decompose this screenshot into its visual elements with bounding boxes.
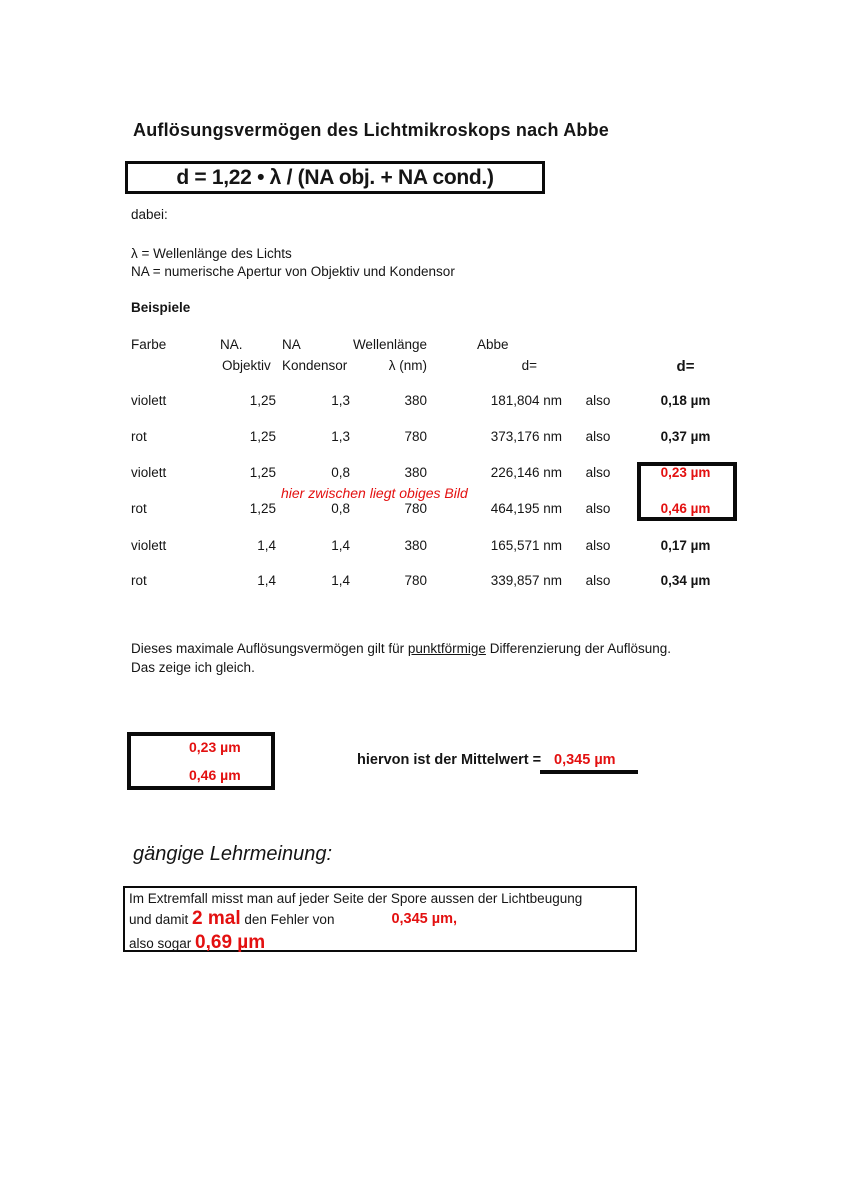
table-row (131, 573, 737, 588)
underlined-word: punktförmige (407, 641, 486, 656)
header-wellenlaenge: Wellenlänge (352, 337, 427, 352)
cell-farbe: violett (131, 465, 167, 480)
cell-d-result-highlighted: 0,23 µm (660, 465, 711, 480)
table-row (131, 393, 737, 408)
emph-0345: 0,345 µm, (391, 911, 458, 927)
cell-also: also (585, 573, 611, 588)
cell-wellenlaenge: 780 (404, 573, 427, 588)
formula-text: d = 1,22 • λ / (NA obj. + NA cond.) (176, 165, 494, 189)
cell-also: also (585, 538, 611, 553)
cell-na-obj: 1,25 (249, 501, 276, 516)
header-d-eq: d= (521, 358, 537, 373)
value-bottom: 0,46 µm (189, 767, 241, 783)
extremfall-line1: Im Extremfall misst man auf jeder Seite der Spore aussen der Lichtbeugung (129, 891, 583, 906)
cell-d-result: 0,37 µm (660, 429, 711, 444)
mittelwert-value: 0,345 µm (554, 752, 616, 768)
header-objektiv: Objektiv (222, 358, 271, 373)
cell-also: also (585, 393, 611, 408)
cell-na-cond: 0,8 (331, 465, 350, 480)
table-row (131, 429, 737, 444)
mittelwert-underline (540, 770, 638, 774)
definition-lambda: λ = Wellenlänge des Lichts (131, 246, 292, 261)
table-row (131, 538, 737, 553)
table-header-row-1 (131, 337, 737, 352)
cell-farbe: rot (131, 429, 147, 444)
cell-also: also (585, 465, 611, 480)
definition-na: NA = numerische Apertur von Objektiv und Kondensor (131, 264, 455, 279)
formula-box (125, 161, 545, 194)
header-na-objektiv: NA. (220, 337, 243, 352)
gap-note: hier zwischen liegt obiges Bild (281, 485, 468, 501)
extremfall-line3: also sogar 0,69 µm (129, 932, 266, 953)
header-lambda-nm: λ (nm) (388, 358, 427, 373)
cell-also: also (585, 429, 611, 444)
header-abbe: Abbe (477, 337, 509, 352)
cell-abbe-d: 165,571 nm (490, 538, 562, 553)
cell-na-cond: 1,4 (331, 573, 350, 588)
cell-abbe-d: 339,857 nm (490, 573, 562, 588)
cell-d-result-highlighted: 0,46 µm (660, 501, 711, 516)
table-header-row-2 (131, 358, 737, 375)
cell-wellenlaenge: 380 (404, 465, 427, 480)
cell-na-obj: 1,4 (257, 538, 276, 553)
examples-heading: Beispiele (131, 300, 191, 315)
cell-na-obj: 1,25 (249, 393, 276, 408)
cell-na-cond: 1,3 (331, 393, 350, 408)
note-paragraph-line2: Das zeige ich gleich. (131, 660, 255, 675)
cell-d-result: 0,34 µm (660, 573, 711, 588)
dabei-label: dabei: (131, 207, 168, 222)
page-title: Auflösungsvermögen des Lichtmikroskops nach Abbe (133, 120, 610, 140)
cell-farbe: violett (131, 538, 167, 553)
extremfall-line2: und damit 2 mal den Fehler von 0,345 µm, (129, 908, 458, 929)
cell-na-cond: 0,8 (331, 501, 350, 516)
value-top: 0,23 µm (189, 739, 241, 755)
cell-abbe-d: 181,804 nm (490, 393, 562, 408)
header-kondensor: Kondensor (282, 358, 348, 373)
lehrmeinung-heading: gängige Lehrmeinung: (133, 843, 333, 865)
emph-069: 0,69 µm (195, 932, 266, 953)
extremfall-box (123, 886, 637, 952)
cell-wellenlaenge: 380 (404, 538, 427, 553)
result-highlight-box (637, 462, 737, 521)
cell-farbe: violett (131, 393, 167, 408)
cell-farbe: rot (131, 573, 147, 588)
cell-na-cond: 1,4 (331, 538, 350, 553)
header-na-kondensor: NA (282, 337, 301, 352)
mittelwert-label: hiervon ist der Mittelwert = (357, 752, 542, 768)
cell-farbe: rot (131, 501, 147, 516)
cell-na-obj: 1,25 (249, 465, 276, 480)
header-d-eq-bold: d= (676, 358, 695, 375)
cell-abbe-d: 226,146 nm (490, 465, 562, 480)
values-box (127, 732, 275, 790)
cell-na-cond: 1,3 (331, 429, 350, 444)
cell-abbe-d: 464,195 nm (490, 501, 562, 516)
cell-wellenlaenge: 780 (404, 501, 427, 516)
cell-d-result: 0,17 µm (660, 538, 711, 553)
emph-2mal: 2 mal (192, 908, 241, 929)
cell-wellenlaenge: 380 (404, 393, 427, 408)
cell-wellenlaenge: 780 (404, 429, 427, 444)
cell-na-obj: 1,25 (249, 429, 276, 444)
cell-abbe-d: 373,176 nm (490, 429, 562, 444)
cell-na-obj: 1,4 (257, 573, 276, 588)
cell-d-result: 0,18 µm (660, 393, 711, 408)
cell-also: also (585, 501, 611, 516)
note-paragraph-line1: Dieses maximale Auflösungsvermögen gilt für punktförmige Differenzierung der Auflösung. (131, 641, 672, 656)
header-farbe: Farbe (131, 337, 167, 352)
